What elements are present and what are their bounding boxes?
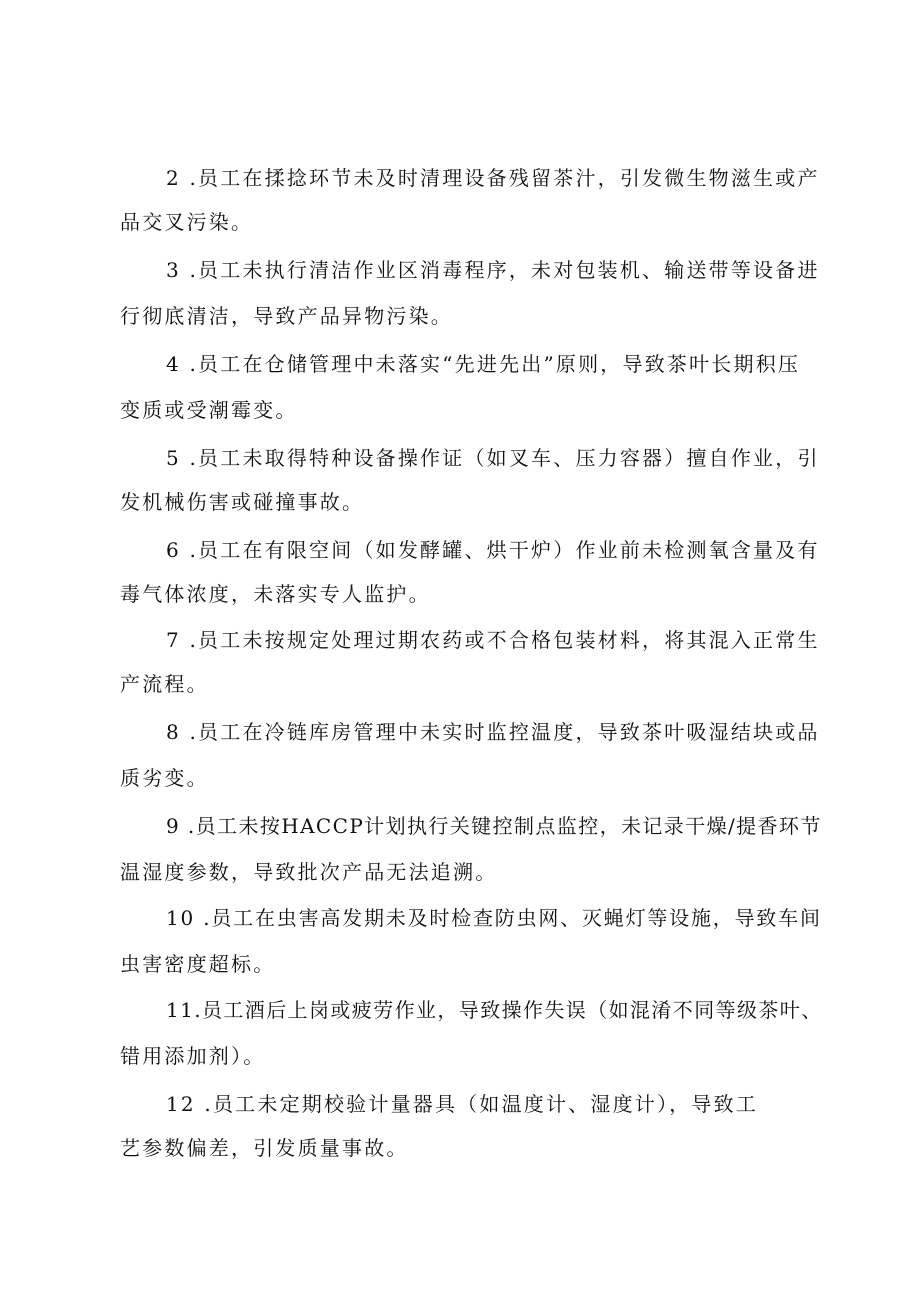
list-item-continuation: 行彻底清洁，导致产品异物污染。 [120,304,453,328]
list-item-continuation: 错用添加剂）。 [120,1044,266,1068]
list-item-line: 6 .员工在有限空间（如发酵罐、烘干炉）作业前未检测氧含量及有 [166,538,820,562]
list-item-continuation: 品交叉污染。 [120,210,254,234]
list-item-continuation: 发机械伤害或碰撞事故。 [120,490,365,514]
list-item-continuation: 变质或受潮霉变。 [120,398,298,422]
list-item-line: 8 .员工在冷链库房管理中未实时监控温度，导致茶叶吸湿结块或品 [166,720,820,744]
list-item-line: 12 .员工未定期校验计量器具（如温度计、湿度计），导致工 [166,1092,758,1116]
list-item-continuation: 毒气体浓度，未落实专人监护。 [120,582,431,606]
list-item-continuation: 温湿度参数，导致批次产品无法追溯。 [120,860,498,884]
list-item-continuation: 艺参数偏差，引发质量事故。 [120,1136,409,1160]
list-item-line: 11.员工酒后上岗或疲劳作业，导致操作失误（如混淆不同等级茶叶、 [166,998,823,1022]
list-item-line: 7 .员工未按规定处理过期农药或不合格包装材料，将其混入正常生 [166,628,820,652]
list-item-line: 3 .员工未执行清洁作业区消毒程序，未对包装机、输送带等设备进 [166,258,820,282]
list-item-line: 10 .员工在虫害高发期未及时检查防虫网、灭蝇灯等设施，导致车间 [166,906,822,930]
list-item-line: 5 .员工未取得特种设备操作证（如叉车、压力容器）擅自作业，引 [166,446,820,470]
list-item-line: 2 .员工在揉捻环节未及时清理设备残留茶汁，引发微生物滋生或产 [166,166,820,190]
list-item-continuation: 虫害密度超标。 [120,952,276,976]
list-item-continuation: 产流程。 [120,672,209,696]
list-item-continuation: 质劣变。 [120,766,209,790]
list-item-line: 9 .员工未按HACCP计划执行关键控制点监控，未记录干燥/提香环节 [166,814,822,838]
list-item-line: 4 .员工在仓储管理中未落实“先进先出”原则，导致茶叶长期积压 [166,352,801,376]
